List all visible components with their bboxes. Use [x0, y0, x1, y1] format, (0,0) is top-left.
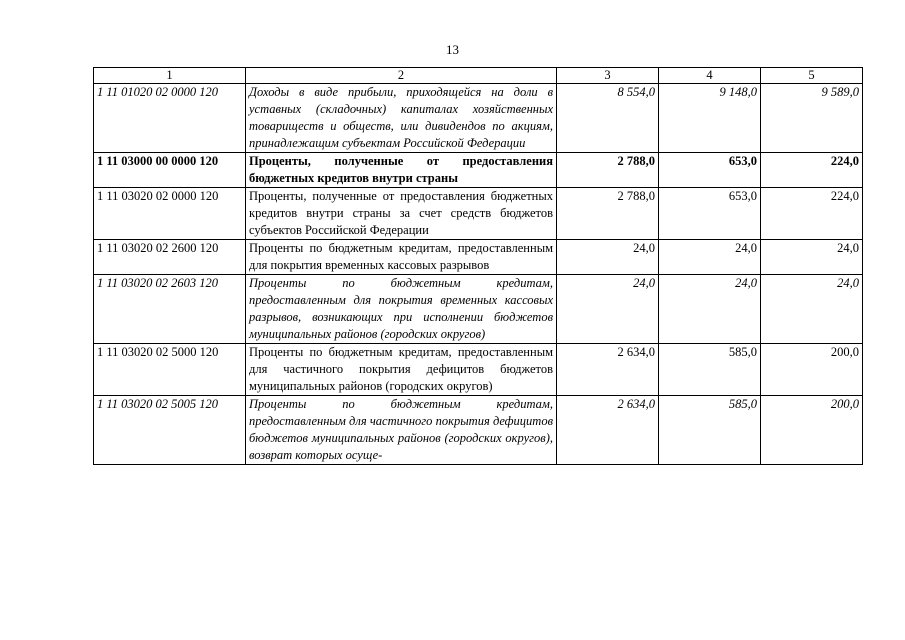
description-cell: Проценты по бюджетным кредитам, предоставленным для частичного покрытия дефицитов бюджетов муниципальных районов (городских округов), возврат которых осуще-	[246, 396, 557, 465]
budget-code-cell: 1 11 03000 00 0000 120	[94, 153, 246, 188]
budget-code-cell: 1 11 03020 02 5000 120	[94, 344, 246, 396]
value-col5-cell: 24,0	[761, 275, 863, 344]
table-row	[94, 396, 863, 465]
budget-code-cell: 1 11 03020 02 5005 120	[94, 396, 246, 465]
column-header: 1	[94, 68, 246, 84]
value-col4-cell: 653,0	[659, 188, 761, 240]
column-header: 4	[659, 68, 761, 84]
value-col3-cell: 2 634,0	[557, 344, 659, 396]
budget-code-cell: 1 11 03020 02 0000 120	[94, 188, 246, 240]
column-header: 3	[557, 68, 659, 84]
page-number: 13	[446, 42, 459, 57]
value-col3-cell: 2 788,0	[557, 153, 659, 188]
value-col5-cell: 200,0	[761, 396, 863, 465]
description-cell: Доходы в виде прибыли, приходящейся на доли в уставных (складочных) капиталах хозяйственных товариществ и обществ, или дивидендов по акциям, принадлежащим субъектам Российской Федерации	[246, 84, 557, 153]
column-header: 5	[761, 68, 863, 84]
value-col4-cell: 24,0	[659, 275, 761, 344]
value-col5-cell: 224,0	[761, 188, 863, 240]
table-row	[94, 188, 863, 240]
value-col4-cell: 653,0	[659, 153, 761, 188]
table-row	[94, 84, 863, 153]
value-col5-cell: 200,0	[761, 344, 863, 396]
budget-code-cell: 1 11 03020 02 2600 120	[94, 240, 246, 275]
description-cell: Проценты по бюджетным кредитам, предоставленным для частичного покрытия дефицитов бюджетов муниципальных районов (городских округов)	[246, 344, 557, 396]
table-row	[94, 275, 863, 344]
table-row	[94, 240, 863, 275]
budget-code-cell: 1 11 03020 02 2603 120	[94, 275, 246, 344]
value-col5-cell: 24,0	[761, 240, 863, 275]
description-cell: Проценты, полученные от предоставления бюджетных кредитов внутри страны	[246, 153, 557, 188]
value-col5-cell: 9 589,0	[761, 84, 863, 153]
value-col3-cell: 8 554,0	[557, 84, 659, 153]
table-row	[94, 344, 863, 396]
budget-code-cell: 1 11 01020 02 0000 120	[94, 84, 246, 153]
value-col4-cell: 9 148,0	[659, 84, 761, 153]
description-cell: Проценты, полученные от предоставления бюджетных кредитов внутри страны за счет средств бюджетов субъектов Российской Федерации	[246, 188, 557, 240]
table-header-row	[94, 68, 863, 84]
value-col3-cell: 24,0	[557, 240, 659, 275]
description-cell: Проценты по бюджетным кредитам, предоставленным для покрытия временных кассовых разрывов, возникающих при исполнении бюджетов муниципальных районов (городских округов)	[246, 275, 557, 344]
value-col4-cell: 24,0	[659, 240, 761, 275]
column-header: 2	[246, 68, 557, 84]
budget-revenue-table	[93, 67, 863, 465]
value-col4-cell: 585,0	[659, 396, 761, 465]
table-row	[94, 153, 863, 188]
value-col5-cell: 224,0	[761, 153, 863, 188]
value-col3-cell: 2 788,0	[557, 188, 659, 240]
value-col3-cell: 2 634,0	[557, 396, 659, 465]
description-cell: Проценты по бюджетным кредитам, предоставленным для покрытия временных кассовых разрывов	[246, 240, 557, 275]
value-col3-cell: 24,0	[557, 275, 659, 344]
value-col4-cell: 585,0	[659, 344, 761, 396]
